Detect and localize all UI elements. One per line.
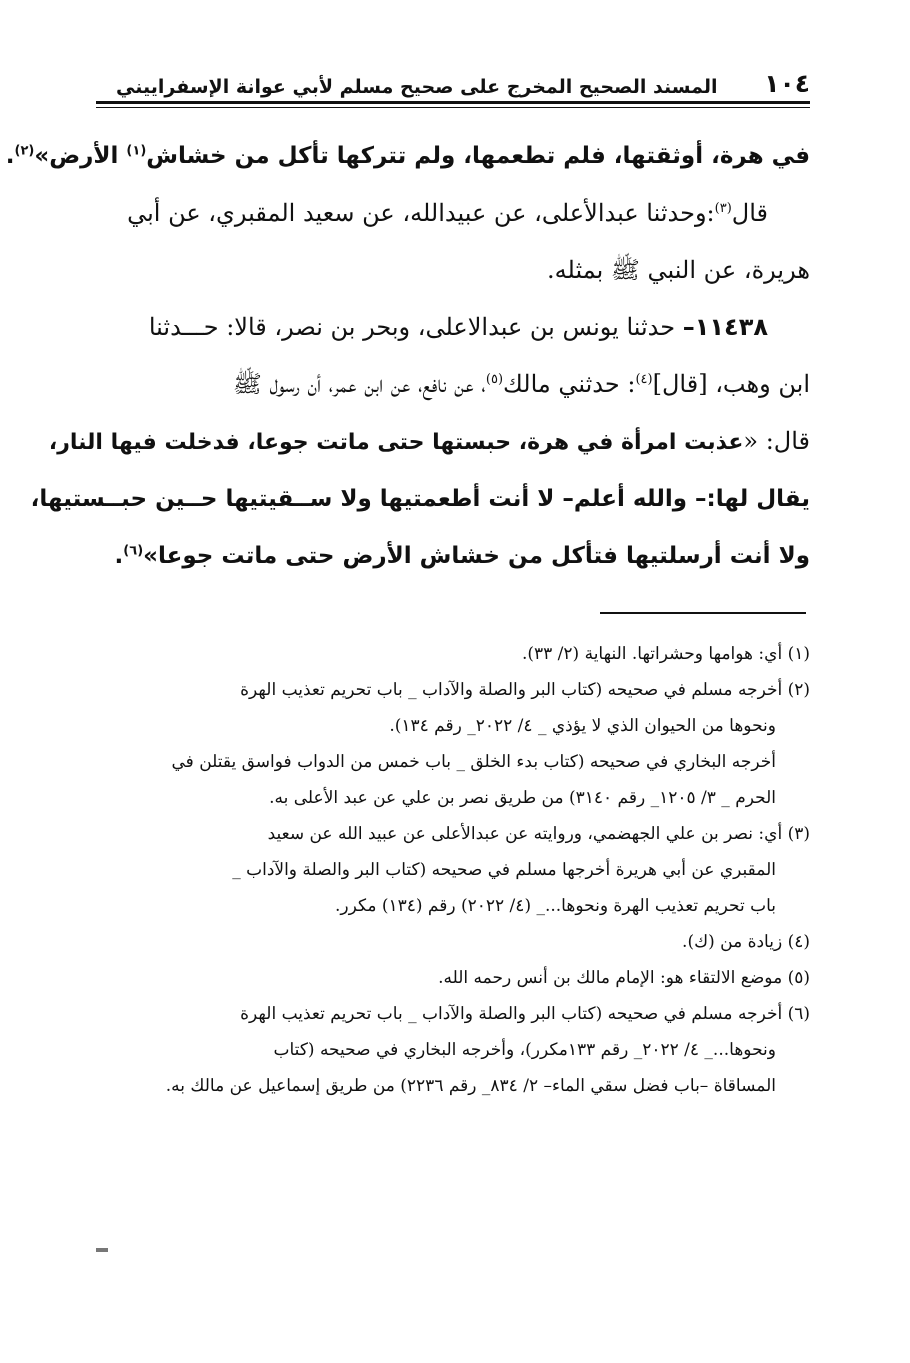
- footnote-3-cont: باب تحريم تعذيب الهرة ونحوها..._ (٤/ ٢٠٢٢) رقم (١٣٤) مكرر.: [334, 896, 776, 916]
- text-segment: : حدثني مالك: [503, 370, 636, 398]
- footnote-separator: [600, 612, 806, 614]
- text-line-4: [96, 299, 810, 356]
- text-segment: حدثنا يونس بن عبدالاعلى، وبحر بن نصر، قالا: حـــدثنا: [148, 313, 683, 341]
- footnote-ref-6: (٦): [123, 543, 144, 559]
- text-segment: قال: «: [743, 427, 810, 455]
- footnote-2-cont: الحرم _ ٣/ ١٢٠٥_ رقم ٣١٤٠) من طريق نصر بن علي عن عبد الأعلى به.: [269, 788, 776, 808]
- text-segment: ، عن نافع، عن ابن عمر، أن رسول ﷺ: [232, 370, 486, 398]
- footnotes: [96, 636, 810, 1104]
- page-header: [96, 62, 810, 98]
- text-line-8: [96, 528, 810, 585]
- footnote-6-cont: ونحوها..._ ٤/ ٢٠٢٢_ رقم ١٣٣مكرر)، وأخرجه البخاري في صحيحه (كتاب: [273, 1040, 776, 1060]
- main-text: [5, 128, 810, 585]
- text-segment: .: [5, 143, 15, 169]
- header-rule-thin: [96, 107, 810, 108]
- text-segment: .: [114, 543, 124, 569]
- footnote-1: (١) أي: هوامها وحشراتها. النهاية (٢/ ٣٣).: [521, 644, 810, 664]
- text-segment: ابن وهب، [قال]: [652, 370, 810, 398]
- text-line-5: [96, 356, 810, 413]
- hadith-number: ١١٤٣٨–: [682, 313, 768, 341]
- footnote-4: (٤) زيادة من (ك).: [682, 932, 810, 952]
- footnote-2-cont: ونحوها من الحيوان الذي لا يؤذي _ ٤/ ٢٠٢٢_ رقم ١٣٤).: [389, 716, 776, 736]
- text-segment: في هرة، أوثقتها، فلم تطعمها، ولم تتركها تأكل من خشاش: [146, 143, 810, 169]
- footnote-ref-5: (٥): [485, 372, 504, 387]
- text-segment: قال: [731, 199, 768, 227]
- footnote-ref-3: (٣): [714, 201, 732, 216]
- running-title: المسند الصحيح المخرج على صحيح مسلم لأبي عوانة الإسفراييني: [116, 76, 718, 98]
- footnote-6: (٦) أخرجه مسلم في صحيحه (كتاب البر والصلة والآداب _ باب تحريم تعذيب الهرة: [240, 1004, 810, 1024]
- footnote-3-cont: المقبري عن أبي هريرة أخرجها مسلم في صحيحه (كتاب البر والصلة والآداب _: [232, 860, 776, 880]
- text-line-2: [96, 185, 810, 242]
- footnote-2: (٢) أخرجه مسلم في صحيحه (كتاب البر والصلة والآداب _ باب تحريم تعذيب الهرة: [240, 680, 810, 700]
- page-number: ١٠٤: [764, 69, 810, 98]
- text-line-7: يقال لها:– والله أعلم– لا أنت أطعمتيها ولا ســقيتيها حــين حبــستيها،: [30, 486, 810, 512]
- footnote-5: (٥) موضع الالتقاء هو: الإمام مالك بن أنس رحمه الله.: [438, 968, 810, 988]
- text-segment: ولا أنت أرسلتيها فتأكل من خشاش الأرض حتى ماتت جوعا»: [143, 543, 810, 569]
- text-line-3: هريرة، عن النبي ﷺ بمثله.: [547, 256, 810, 284]
- footnote-3: (٣) أي: نصر بن علي الجهضمي، وروايته عن عبدالأعلى عن عبيد الله عن سعيد: [267, 824, 810, 844]
- footnote-ref-2: (٢): [14, 143, 35, 159]
- text-line-1: [5, 128, 810, 185]
- text-line-6: [48, 413, 810, 471]
- end-mark: [96, 1248, 108, 1252]
- footnote-ref-4: (٤): [635, 372, 653, 387]
- text-segment: :وحدثنا عبدالأعلى، عن عبيدالله، عن سعيد المقبري، عن أبي: [127, 199, 715, 227]
- hadith-text-bold: عذبت امرأة في هرة، حبستها حتى ماتت جوعا، فدخلت فيها النار،: [48, 430, 744, 455]
- footnote-6-cont: المساقاة –باب فضل سقي الماء– ٢/ ٨٣٤_ رقم ٢٢٣٦) من طريق إسماعيل عن مالك به.: [165, 1076, 776, 1096]
- header-rule-thick: [96, 101, 810, 104]
- text-segment: الأرض»: [34, 143, 127, 169]
- footnote-2-cont: أخرجه البخاري في صحيحه (كتاب بدء الخلق _ باب خمس من الدواب فواسق يقتلن في: [171, 752, 776, 772]
- footnote-ref-1: (١): [126, 143, 147, 159]
